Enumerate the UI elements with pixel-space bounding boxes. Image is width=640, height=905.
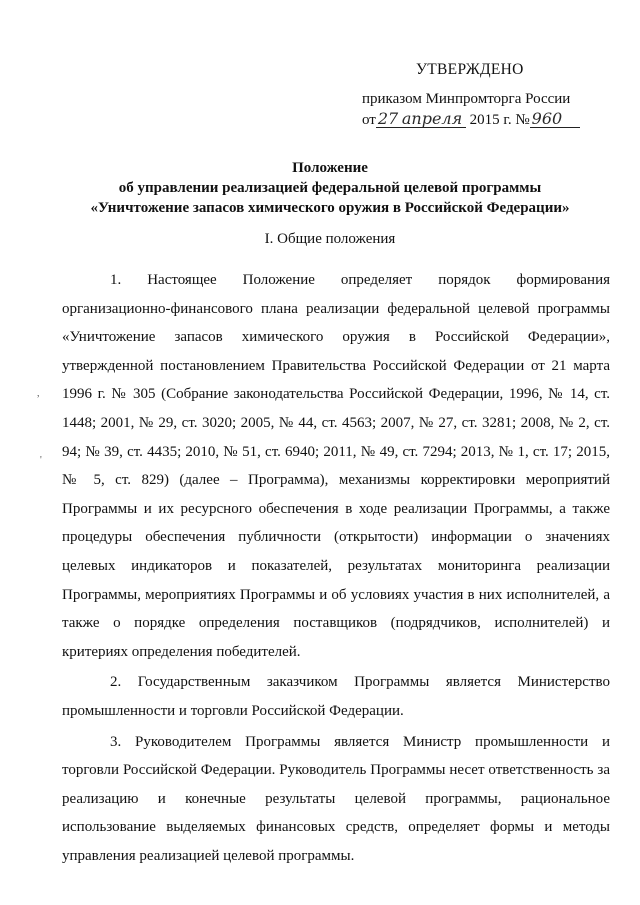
year-text: 2015 г. № (469, 112, 530, 128)
date-prefix: от (362, 112, 376, 128)
document-body (62, 266, 610, 872)
margin-mark: , (37, 388, 40, 399)
paragraph-3: 3. Руководителем Программы является Министр промышленности и торговли Российской Федерации. Руководитель Программы несет ответственность за реализацию и конечные результаты целевой программы, рациональное использование выделяемых финансовых средств, определяет формы и методы управления реализацией целевой программы. (62, 733, 610, 864)
approval-dateline (362, 110, 612, 130)
paragraph-2: 2. Государственным заказчиком Программы является Министерство промышленности и торговли Российской Федерации. (62, 674, 610, 719)
handwritten-month: апреля (400, 111, 466, 128)
paragraph-1: 1. Настоящее Положение определяет порядок формирования организационно-финансового плана реализации федеральной целевой программы «Уничтожение запасов химического оружия в Российской Федерации», утвержденной постановлением Правительства Российской Федерации от 21 марта 1996 г. № 305 (Собрание законодательства Российской Федерации, 1996, № 14, ст. 1448; 2001, № 29, ст. 3020; 2005, № 44, ст. 4563; 2007, № 27, ст. 3281; 2008, № 2, ст. 94; № 39, ст. 4435; 2010, № 51, ст. 6940; 2011, № 49, ст. 7294; 2013, № 1, ст. 17; 2015, № 5, ст. 829) (далее – Программа), механизмы корректировки мероприятий Программы и их ресурсного обеспечения в ходе реализации Программы, а также процедуры обеспечения публичности (открытости) информации о значениях целевых индикаторов и показателей, результатах мониторинга реализации Программы, мероприятиях Программы и об условиях участия в них исполнителей, а также о порядке определения поставщиков (подрядчиков, исполнителей) и критериях определения победителей. (62, 272, 610, 660)
approval-stamp: УТВЕРЖДЕНО (416, 61, 524, 78)
title-line-3: «Уничтожение запасов химического оружия в Российской Федерации» (90, 200, 570, 216)
handwritten-day: 27 (377, 109, 399, 128)
approval-order: приказом Минпромторга России (362, 91, 571, 107)
title-line-1: Положение (292, 160, 368, 176)
title-line-2: об управлении реализацией федеральной целевой программы (118, 180, 542, 196)
handwritten-number: 960 (530, 111, 580, 128)
margin-mark: ' (40, 455, 42, 466)
document-title (60, 158, 600, 218)
section-heading: I. Общие положения (264, 231, 396, 247)
approval-block (362, 58, 612, 130)
